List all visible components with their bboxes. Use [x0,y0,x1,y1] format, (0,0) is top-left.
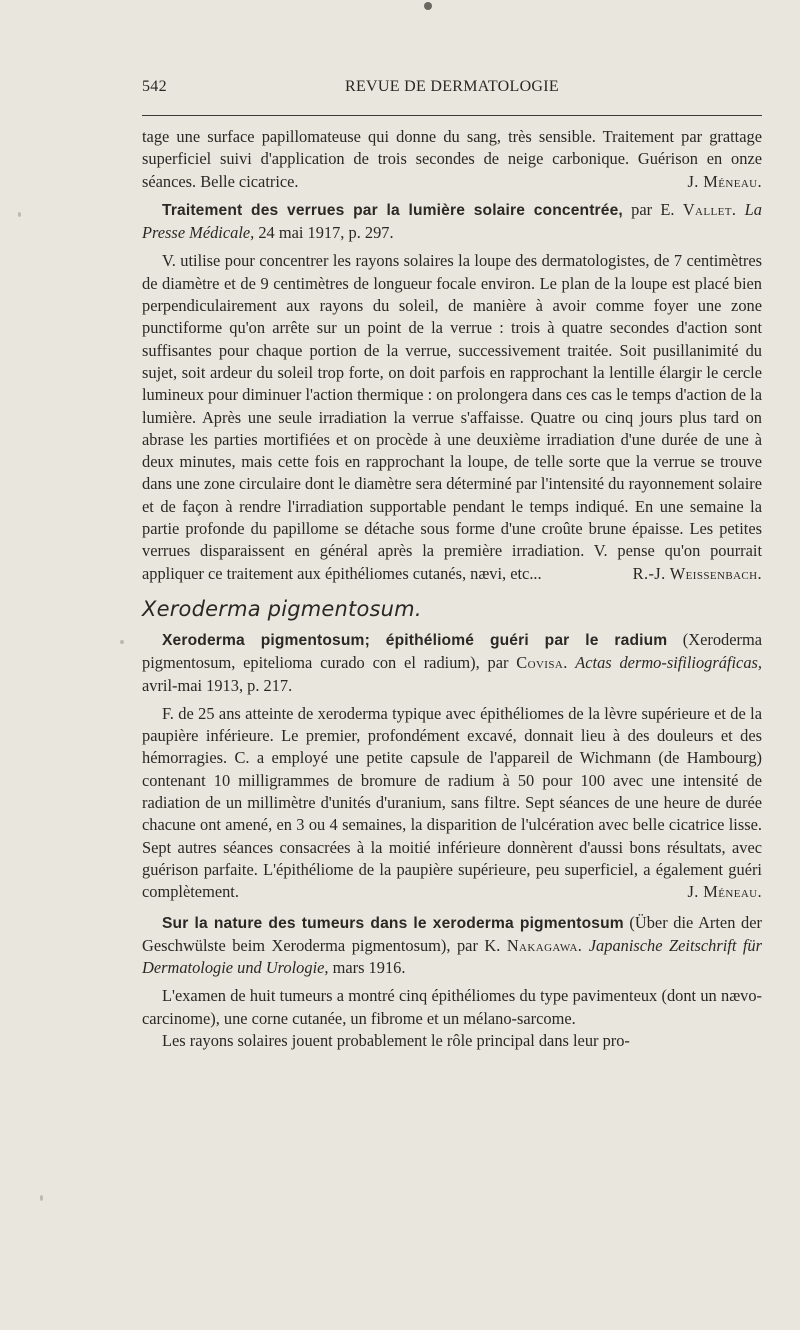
abstract-text-tumeurs [142,985,762,1030]
signature: J. Méneau. [687,882,762,902]
abstract-reference: 24 mai 1917, p. 297. [254,223,394,243]
paragraph-text: Les rayons solaires jouent probablement le rôle principal dans leur pro- [162,1030,630,1050]
signature: J. Méneau. [687,171,762,191]
paragraph-text: L'examen de huit tumeurs a montré cinq épithéliomes du type pavimenteux (dont un nævo-carcinome), une corne cutanée, un fibrome et un mélano-sarcome. [142,986,762,1028]
abstract-journal: Japanische Zeitschrift für Dermatologie und Urologie, [142,935,762,978]
paper-speck [424,2,432,10]
article-body [142,126,762,1052]
abstract-heading-tumeurs [142,912,762,980]
abstract-author: Vallet. [682,199,737,219]
abstract-title: Sur la nature des tumeurs dans le xeroderma pigmentosum [162,914,624,932]
paper-speck [18,212,21,217]
header-rule [142,115,762,116]
abstract-journal: La Presse Médicale, [142,199,762,243]
paper-speck [40,1195,43,1201]
paragraph-text: F. de 25 ans atteinte de xeroderma typique avec épithéliomes de la lèvre supérieure et de la paupière inférieure. Le premier, profondément excavé, donnait lieu à des douleurs et des hémorragies. C. a employé une petite capsule de l'appareil de Wichmann (de Hambourg) contenant 10 milligrammes de bromure de radium à 50 pour 100 avec une intensité de radiation de un millimètre d'unités d'uranium, sans filtre. Sept séances de une heure de durée chacune ont amené, en 3 ou 4 semaines, la disparition de l'ulcération avec belle cicatrice lisse. Sept autres séances consacrées à la moitié inférieure donnèrent d'aussi bons résultats, avec guérison parfaite. L'épithéliome de la paupière supérieure, peu superficiel, a également guéri complètement. [142,703,762,902]
abstract-title-rest: (Xeroderma pigmentosum, epitelioma curado con el radium), par [142,629,762,673]
running-title: REVUE DE DERMATOLOGIE [345,78,559,95]
paragraph-text: V. utilise pour concentrer les rayons solaires la loupe des dermatologistes, de 7 centimètres de diamètre et de 9 centimètres de longueur focale environ. Le plan de la loupe est placé bien perpendiculairement aux rayons du soleil, de manière à avoir comme foyer une zone punctiforme qu'on arrête sur un point de la verrue : trois à quatre secondes d'action sont suffisantes pour chaque portion de la verrue, successivement traitée. Soit pusillanimité du sujet, soit ardeur du soleil trop forte, on doit parfois en rapprochant la lentille élargir le cercle lumineux pour diminuer l'action thermique : on prolongera dans ces cas le temps d'action de la lumière. Après une seule irradiation la verrue s'affaisse. Quatre ou cinq jours plus tard on abrase les parties mortifiées et on procède à une deuxième irradiation d'une durée de une à deux minutes, mais cette fois en rapprochant la loupe, de telle sorte que la verrue se trouve dans une zone circulaire dont le diamètre sera déterminé par l'intensité du rayonnement solaire et de façon à rendre l'irradiation supportable pendant le temps indiqué. En une semaine la partie profonde du papillome se détache sous forme d'une croûte brune épaisse. Les petites verrues disparaissent en général après la première irradiation. V. pense qu'on pourrait appliquer ce traitement aux épithéliomes cutanés, nævi, etc... [142,251,762,583]
page-number: 542 [142,78,167,95]
abstract-title: Traitement des verrues par la lumière solaire concentrée, [162,201,623,219]
paragraph-text: tage une surface papillomateuse qui donne du sang, très sensible. Traitement par grattage superficiel suivi d'application de trois secondes de neige carbonique. Guérison en onze séances. Belle cicatrice. [142,127,762,191]
abstract-author: Nakagawa. [506,935,583,955]
abstract-text-radium [142,703,762,904]
abstract-heading-verrues [142,199,762,245]
abstract-reference: avril-mai 1913, p. 217. [142,675,293,695]
running-header [142,78,762,104]
abstract-heading-radium [142,629,762,697]
abstract-text-verrues [142,250,762,584]
abstract-title: Xeroderma pigmentosum; épithéliomé guéri par le radium [162,631,668,649]
paper-speck [120,640,124,644]
paragraph-continuation [142,126,762,193]
abstract-journal: Actas dermo-sifiliográficas, [567,653,762,673]
abstract-reference: mars 1916. [328,958,406,978]
signature: R.-J. Weissenbach. [632,563,762,583]
abstract-text-rayons [142,1030,762,1052]
abstract-title-rest: par E. [622,199,683,219]
section-title: Xeroderma pigmentosum. [142,596,422,621]
abstract-author: Covisa. [516,653,568,673]
abstract-title-rest: (Über die Arten der Geschwülste beim Xeroderma pigmentosum), par K. [142,912,762,955]
